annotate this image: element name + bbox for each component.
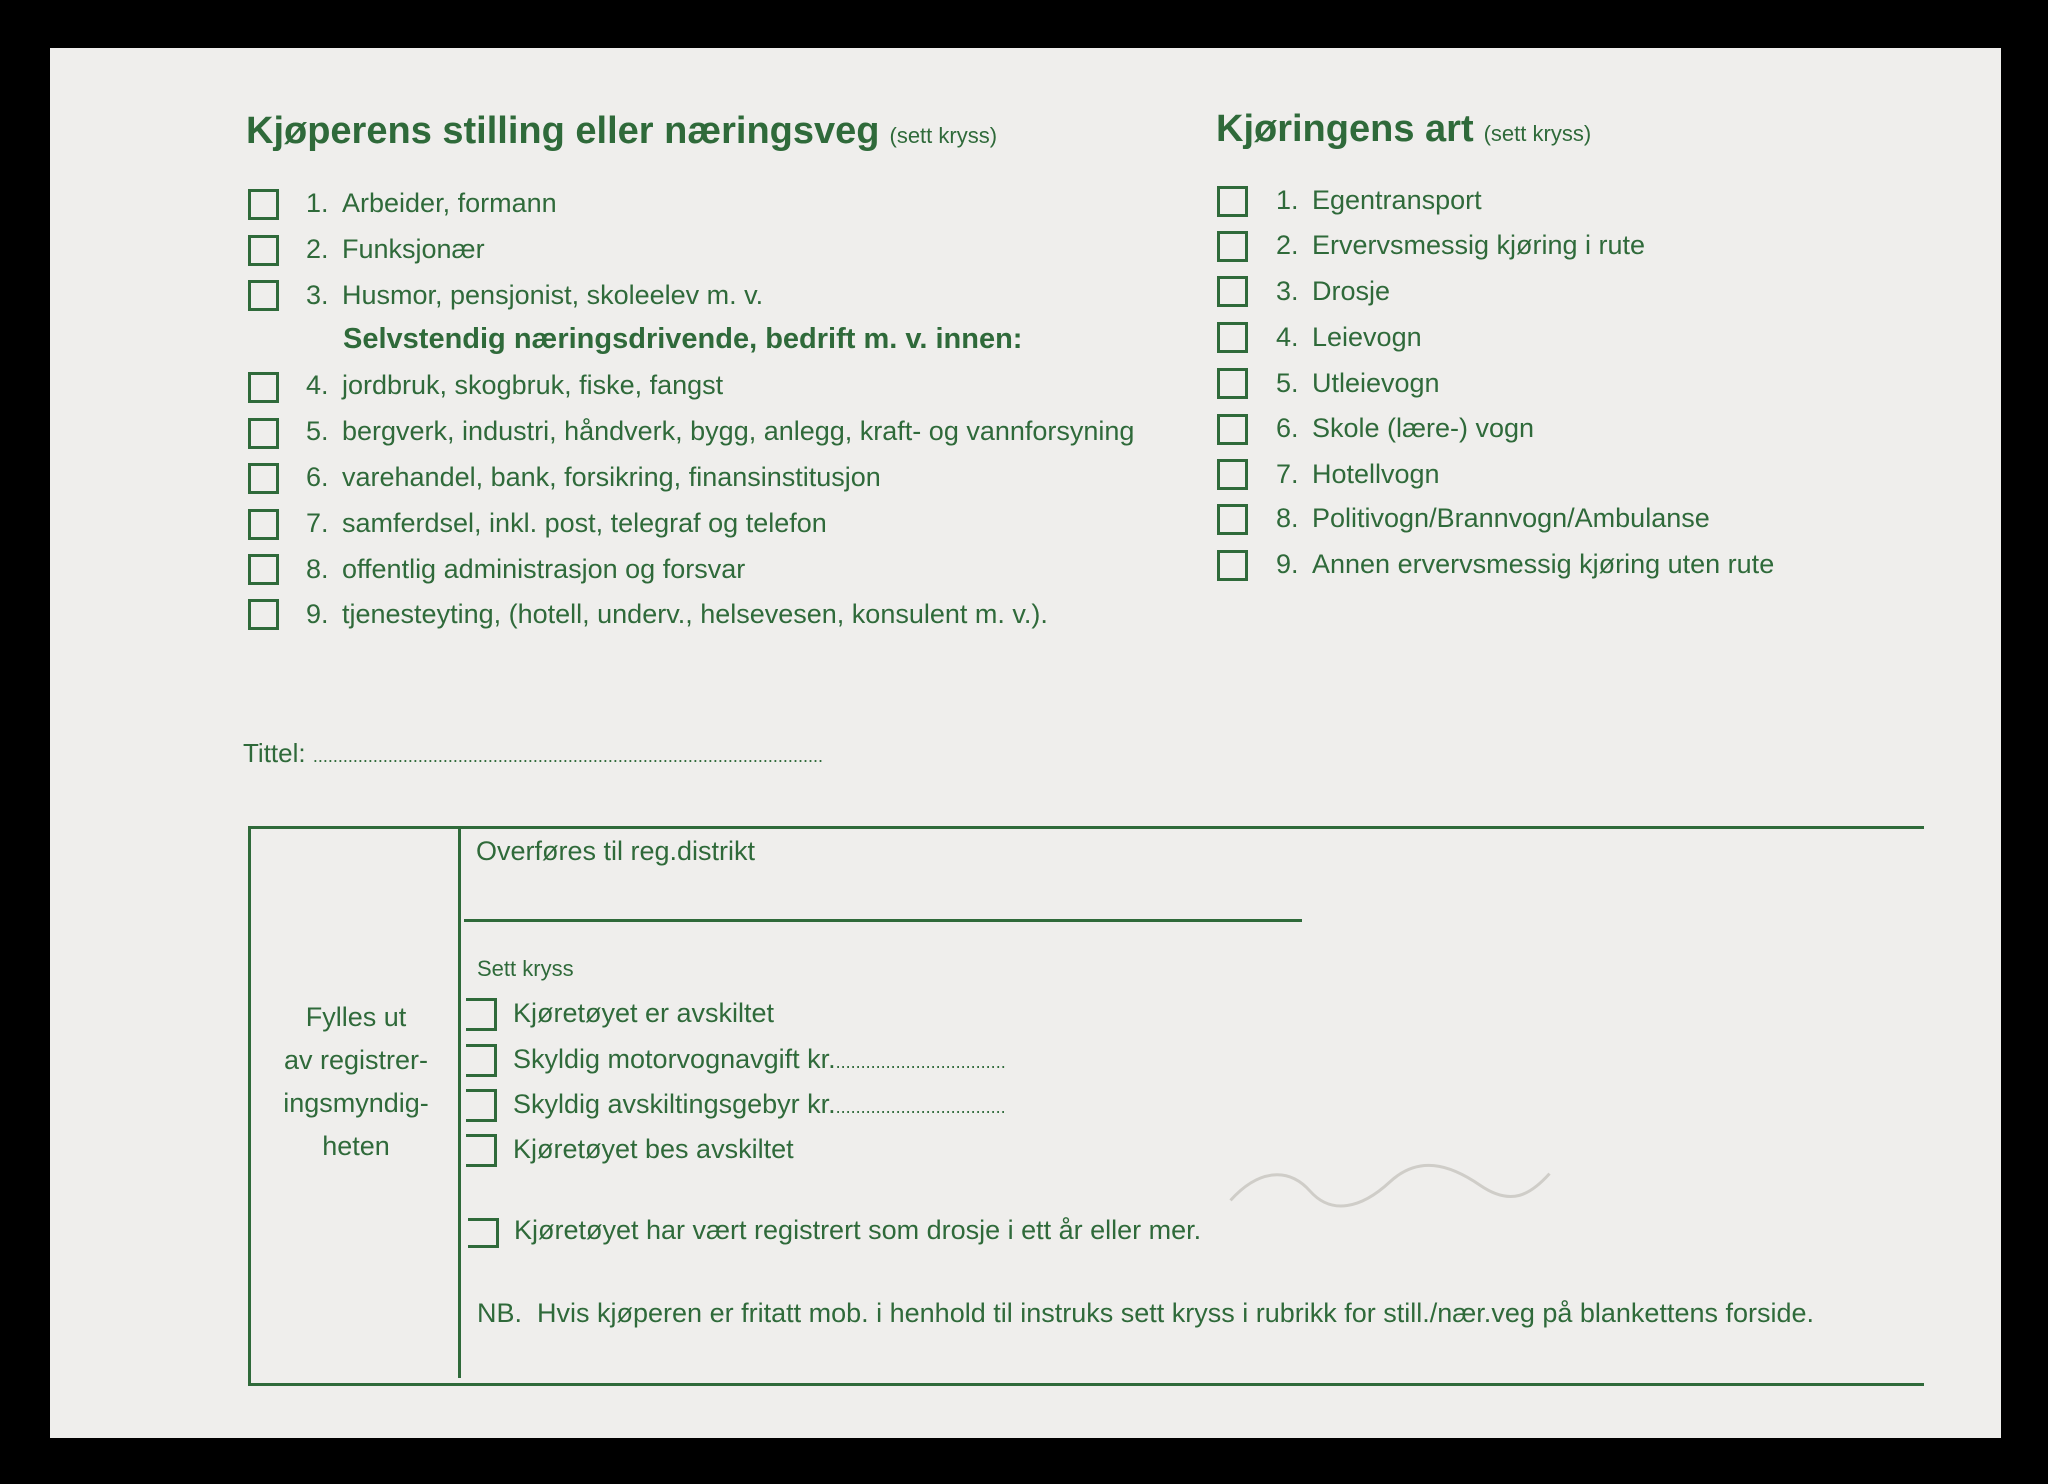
occupation-item-3: 3. Husmor, pensjonist, skoleelev m. v. [306, 280, 764, 310]
drosje-label: Kjøretøyet har vært registrert som drosje i ett år eller mer. [514, 1215, 1202, 1245]
checkbox-occupation-4[interactable] [248, 372, 279, 403]
tittel-label: Tittel: [243, 738, 306, 768]
check-item-motorvognavgift: Skyldig motorvognavgift kr................................... [513, 1044, 1006, 1074]
buyer-occupation-heading [246, 110, 997, 153]
buyer-occupation-title: Kjøperens stilling eller næringsveg [246, 110, 880, 152]
checkbox-driving-5[interactable] [1217, 368, 1248, 399]
driving-item-2: 2. Ervervsmessig kjøring i rute [1276, 230, 1646, 260]
box-top-rule [248, 826, 1924, 829]
driving-item-7: 7. Hotellvogn [1276, 459, 1440, 489]
driving-type-hint: (sett kryss) [1483, 121, 1592, 146]
check-item-avskiltet: Kjøretøyet er avskiltet [513, 998, 775, 1028]
driving-type-title: Kjøringens art [1216, 108, 1474, 150]
checkbox-drosje[interactable] [468, 1218, 499, 1248]
checkbox-occupation-1[interactable] [248, 189, 279, 220]
checkbox-occupation-8[interactable] [248, 554, 279, 585]
checkbox-occupation-3[interactable] [248, 280, 279, 311]
occupation-item-5: 5. bergverk, industri, håndverk, bygg, anlegg, kraft- og vannforsyning [306, 416, 1135, 446]
tittel-field[interactable] [243, 738, 823, 769]
sett-kryss-label: Sett kryss [477, 956, 574, 981]
box-side-label: Fylles ut av registrer- ingsmyndig- heten [283, 1002, 429, 1161]
box-divider-rule [458, 826, 461, 1378]
checkbox-driving-3[interactable] [1217, 276, 1248, 307]
occupation-item-2: 2. Funksjonær [306, 234, 485, 264]
occupation-item-9: 9. tjenesteyting, (hotell, underv., helsevesen, konsulent m. v.). [306, 599, 1048, 629]
tittel-dots: ...................................................................................................... [312, 746, 823, 766]
checkbox-bes-avskiltet[interactable] [466, 1134, 497, 1167]
checkbox-driving-8[interactable] [1217, 504, 1248, 535]
buyer-occupation-hint: (sett kryss) [889, 123, 998, 148]
checkbox-driving-9[interactable] [1217, 550, 1248, 581]
driving-item-8: 8. Politivogn/Brannvogn/Ambulanse [1276, 503, 1710, 533]
check-item-avskiltingsgebyr: Skyldig avskiltingsgebyr kr................................... [513, 1089, 1006, 1119]
checkbox-motorvognavgift[interactable] [466, 1044, 497, 1077]
check-item-bes-avskiltet: Kjøretøyet bes avskiltet [513, 1134, 794, 1164]
checkbox-driving-4[interactable] [1217, 322, 1248, 353]
transfer-label: Overføres til reg.distrikt [476, 836, 756, 866]
transfer-input-line[interactable] [464, 919, 1302, 922]
checkbox-driving-1[interactable] [1217, 186, 1248, 217]
checkbox-avskiltet[interactable] [466, 998, 497, 1031]
box-left-rule [248, 826, 251, 1386]
checkbox-driving-6[interactable] [1217, 414, 1248, 445]
checkbox-occupation-9[interactable] [248, 599, 279, 630]
checkbox-occupation-5[interactable] [248, 418, 279, 449]
occupation-item-6: 6. varehandel, bank, forsikring, finansinstitusjon [306, 462, 881, 492]
occupation-item-1: 1. Arbeider, formann [306, 188, 557, 218]
occupation-item-4: 4. jordbruk, skogbruk, fiske, fangst [306, 370, 724, 400]
occupation-item-7: 7. samferdsel, inkl. post, telegraf og telefon [306, 508, 827, 538]
checkbox-driving-2[interactable] [1217, 231, 1248, 262]
nb-text: Hvis kjøperen er fritatt mob. i henhold til instruks sett kryss i rubrikk for still./nær.veg på blankettens forside. [537, 1298, 1815, 1328]
driving-item-5: 5. Utleievogn [1276, 368, 1440, 398]
form-sheet [50, 48, 2001, 1438]
occupation-item-8: 8. offentlig administrasjon og forsvar [306, 554, 746, 584]
faint-signature-stamp [1218, 1143, 1561, 1230]
checkbox-driving-7[interactable] [1217, 459, 1248, 490]
driving-item-4: 4. Leievogn [1276, 322, 1422, 352]
driving-item-1: 1. Egentransport [1276, 185, 1482, 215]
checkbox-occupation-7[interactable] [248, 509, 279, 540]
driving-type-heading [1216, 108, 1591, 151]
driving-item-6: 6. Skole (lære-) vogn [1276, 413, 1535, 443]
checkbox-avskiltingsgebyr[interactable] [466, 1089, 497, 1122]
self-employed-subheading: Selvstendig næringsdrivende, bedrift m. v. innen: [343, 323, 1023, 355]
box-bottom-rule [248, 1383, 1924, 1386]
driving-item-9: 9. Annen ervervsmessig kjøring uten rute [1276, 549, 1775, 579]
checkbox-occupation-2[interactable] [248, 235, 279, 266]
driving-item-3: 3. Drosje [1276, 276, 1391, 306]
nb-note [477, 1298, 1814, 1329]
checkbox-occupation-6[interactable] [248, 463, 279, 494]
nb-label: NB. [477, 1298, 523, 1328]
